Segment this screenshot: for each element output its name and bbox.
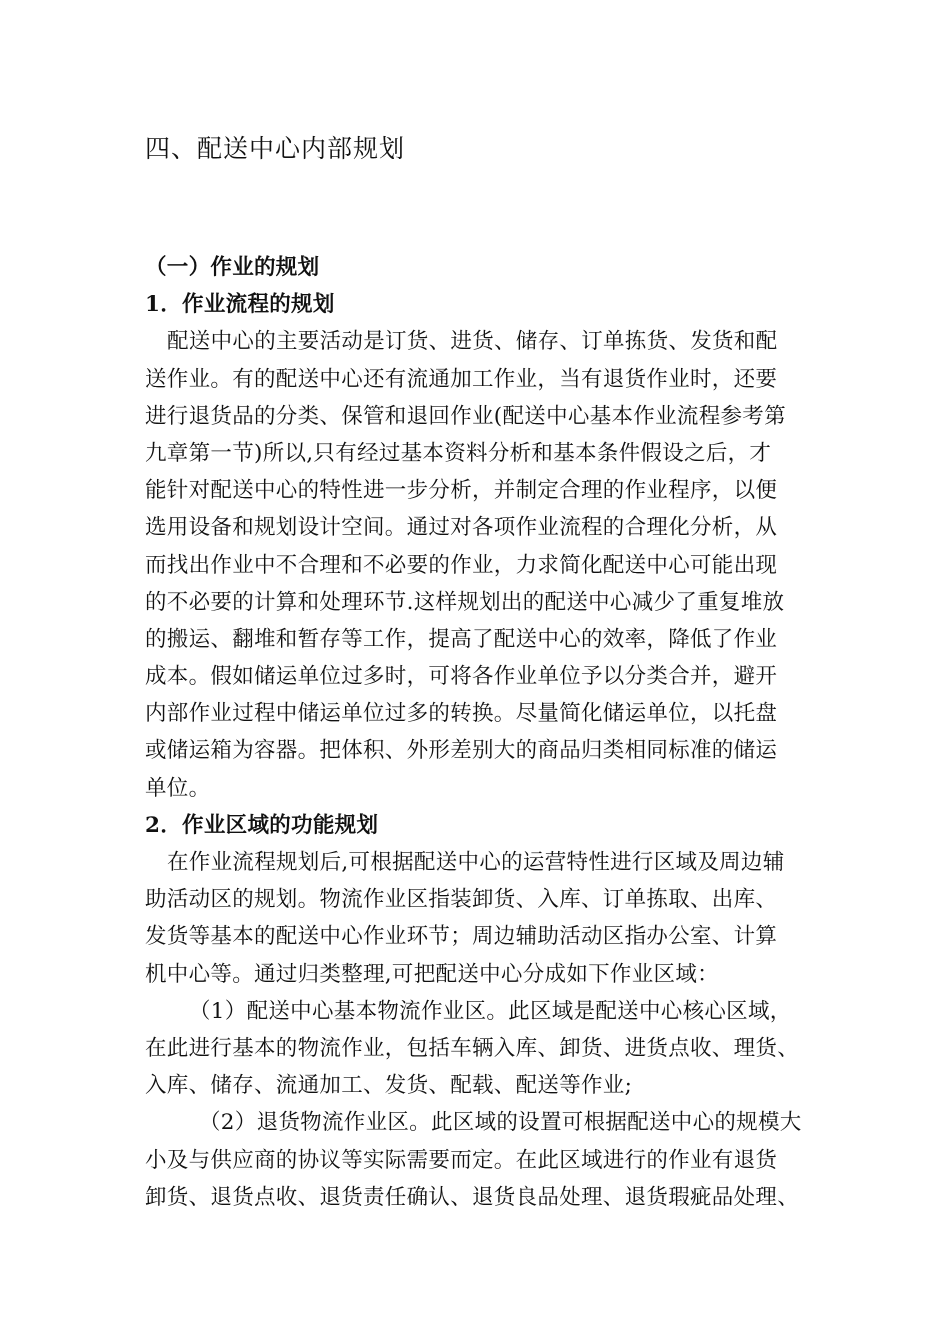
list-item-1-line: （1）配送中心基本物流作业区。此区域是配送中心核心区域， [189, 998, 792, 1024]
list-item-2-line: 卸货、退货点收、退货责任确认、退货良品处理、退货瑕疵品处理、 [145, 1184, 800, 1210]
paragraph-line: 机中心等。通过归类整理,可把配送中心分成如下作业区域： [145, 961, 719, 987]
section-heading: （一）作业的规划 [145, 255, 320, 280]
paragraph-line: 能针对配送中心的特性进一步分析，并制定合理的作业程序，以便 [145, 478, 778, 504]
paragraph-line: 配送中心的主要活动是订货、进货、储存、订单拣货、发货和配 [167, 329, 778, 355]
paragraph-line: 在作业流程规划后,可根据配送中心的运营特性进行区域及周边辅 [167, 850, 785, 875]
list-item-1-line: 入库、储存、流通加工、发货、配载、配送等作业; [145, 1073, 633, 1099]
paragraph-line: 进行退货品的分类、保管和退回作业(配送中心基本作业流程参考第 [145, 403, 786, 429]
paragraph-line: 发货等基本的配送中心作业环节；周边辅助活动区指办公室、计算 [145, 924, 778, 950]
paragraph-line: 单位。 [145, 775, 211, 801]
document-body [145, 249, 810, 1216]
paragraph-line: 内部作业过程中储运单位过多的转换。尽量简化储运单位，以托盘 [145, 701, 778, 727]
paragraph-line: 的搬运、翻堆和暂存等工作，提高了配送中心的效率，降低了作业 [145, 626, 778, 652]
paragraph-line: 九章第一节)所以,只有经过基本资料分析和基本条件假设之后，才 [145, 440, 772, 466]
list-item-1-line: 在此进行基本的物流作业，包括车辆入库、卸货、进货点收、理货、 [145, 1035, 800, 1061]
subsection-heading-2: 2．作业区域的功能规划 [145, 812, 379, 838]
paragraph-line: 而找出作业中不合理和不必要的作业，力求简化配送中心可能出现 [145, 552, 778, 578]
paragraph-line: 的不必要的计算和处理环节.这样规划出的配送中心减少了重复堆放 [145, 589, 785, 615]
paragraph-line: 送作业。有的配送中心还有流通加工作业，当有退货作业时，还要 [145, 366, 778, 392]
paragraph-line: 成本。假如储运单位过多时，可将各作业单位予以分类合并，避开 [145, 664, 778, 690]
list-item-2-line: 小及与供应商的协议等实际需要而定。在此区域进行的作业有退货 [145, 1147, 778, 1173]
list-item-2-line: （2）退货物流作业区。此区域的设置可根据配送中心的规模大 [199, 1110, 802, 1136]
paragraph-line: 或储运箱为容器。把体积、外形差别大的商品归类相同标准的储运 [145, 738, 778, 764]
page-title: 四、配送中心内部规划 [145, 134, 406, 163]
subsection-heading-1: 1．作业流程的规划 [145, 292, 335, 318]
paragraph-line: 选用设备和规划设计空间。通过对各项作业流程的合理化分析，从 [145, 515, 778, 541]
paragraph-line: 助活动区的规划。物流作业区指装卸货、入库、订单拣取、出库、 [145, 887, 778, 913]
